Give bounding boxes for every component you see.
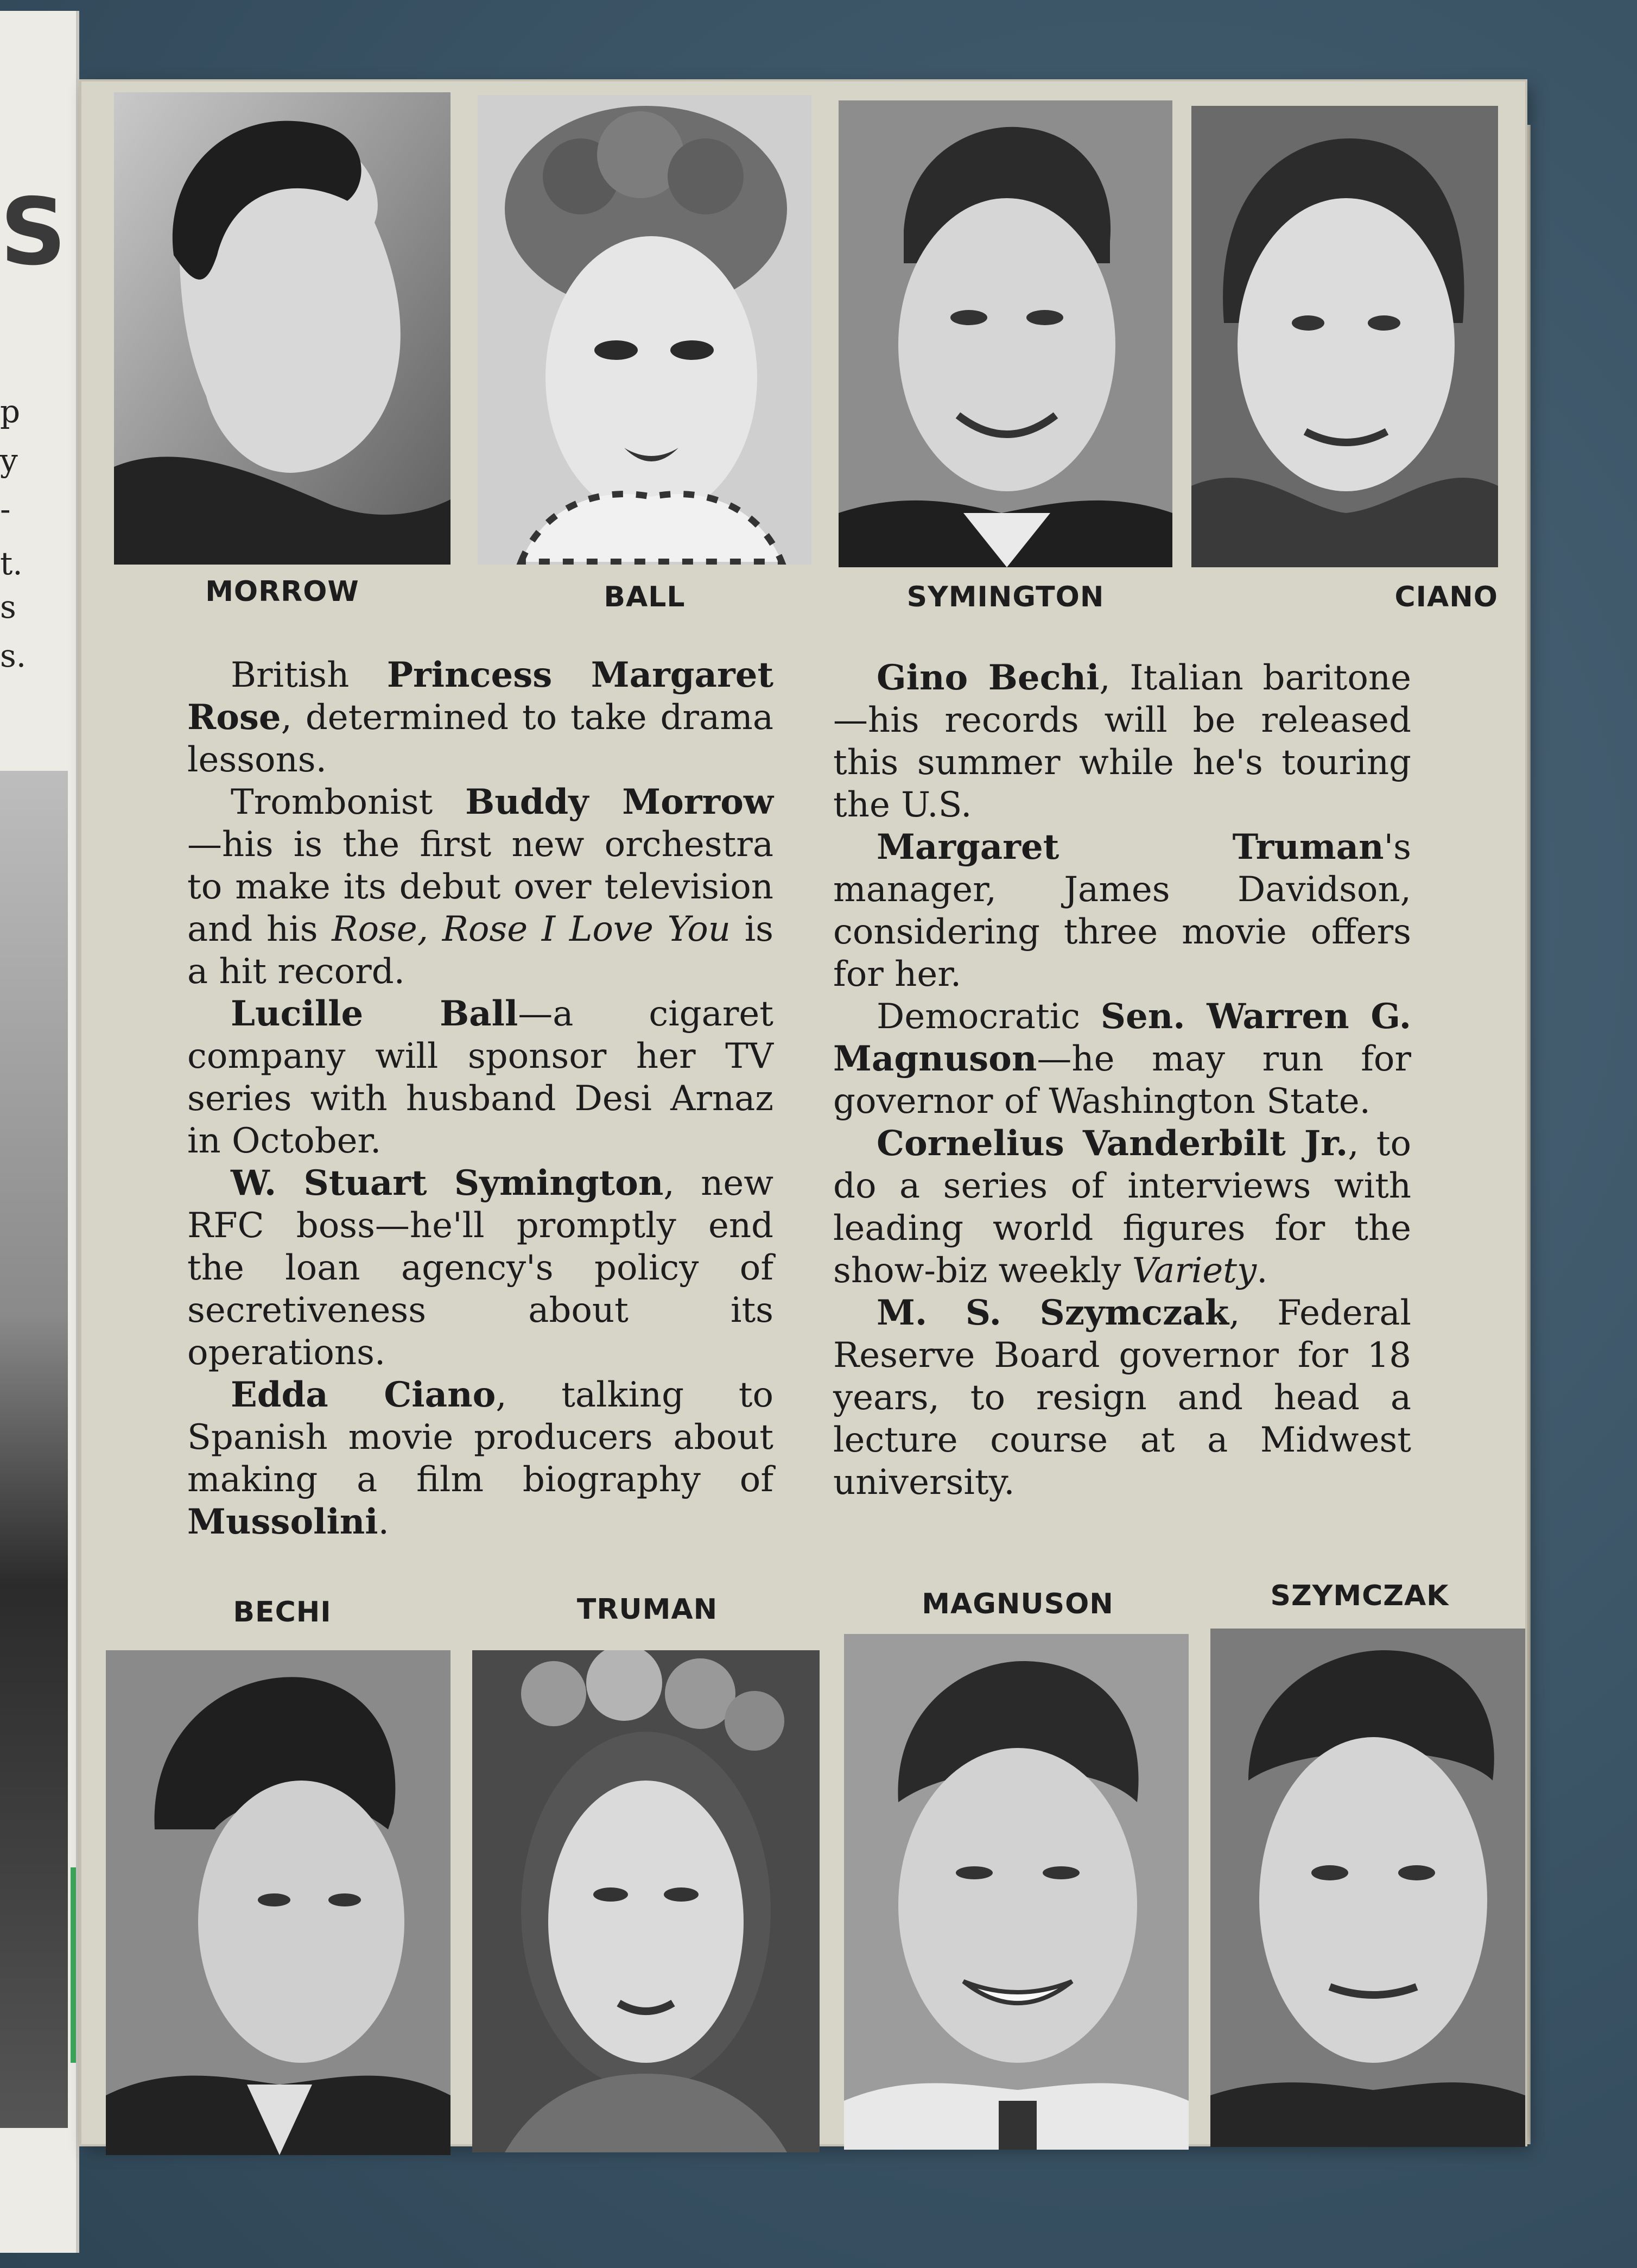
caption-truman: TRUMAN [576,1593,718,1626]
news-item: Lucille Ball—a cigaret company will sponsor her TV series with husband Desi Arnaz in October. [187,993,773,1161]
left-page-fragment: p [0,393,21,430]
photo-ciano [1191,106,1498,567]
left-page-fragment: s [0,588,16,625]
news-item: Edda Ciano, talking to Spanish movie producers about making a film biography of Mussolini. [187,1374,774,1542]
caption-szymczak: SZYMCZAK [1270,1580,1449,1612]
photo-bechi [106,1650,451,2155]
caption-magnuson: MAGNUSON [922,1588,1114,1620]
photo-ball [478,95,811,565]
news-item: British Princess Margaret Rose, determined to take drama lessons. [187,655,773,780]
left-page-photo [0,771,68,2128]
photo-truman [472,1650,820,2152]
portrait-woman-fur-icon [1191,106,1498,567]
news-item: Margaret Truman's manager, James Davidson, considering three movie offers for her. [833,827,1411,994]
photo-szymczak [1210,1629,1525,2147]
caption-morrow: MORROW [205,575,359,608]
news-item: Trombonist Buddy Morrow —his is the first new orchestra to make its debut over television and his Rose, Rose I Love You is a hit record. [187,782,773,992]
portrait-man-grinning-icon [844,1634,1189,2150]
photo-morrow [114,92,451,565]
left-page-fragment: y [0,442,18,479]
right-text-column [833,657,1411,1504]
portrait-woman-flowers-icon [472,1650,820,2152]
portrait-man-profile-icon [114,92,451,565]
left-text-column [187,654,773,1543]
left-page-fragment: t. [0,545,23,582]
photo-symington [839,100,1172,567]
caption-ciano: CIANO [1394,581,1498,613]
caption-ball: BALL [604,581,686,613]
portrait-man-smiling-icon [839,100,1172,567]
news-item: M. S. Szymczak, Federal Reserve Board governor for 18 years, to resign and head a lecture course at a Midwest university. [833,1293,1412,1503]
portrait-man-older-icon [1210,1629,1525,2147]
left-page-edge [0,11,79,2253]
left-page-fragment: S [0,179,67,286]
news-item: Cornelius Vanderbilt Jr., to do a series of interviews with leading world figures for the show-biz weekly Variety. [833,1123,1412,1291]
left-page-fragment: s. [0,637,27,674]
left-page-fragment: - [0,491,11,528]
news-item: W. Stuart Symington, new RFC boss—he'll promptly end the loan agency's policy of secretiveness about its operations. [187,1163,774,1373]
news-item: Democratic Sen. Warren G. Magnuson—he may run for governor of Washington State. [833,996,1412,1122]
portrait-woman-curls-icon [478,95,811,565]
caption-symington: SYMINGTON [906,581,1105,613]
photo-magnuson [844,1634,1189,2150]
portrait-man-dark-hair-icon [106,1650,451,2155]
news-item: Gino Bechi, Italian baritone—his records will be released this summer while he's touring the U.S. [833,657,1412,825]
page-tab-marker [71,1867,76,2063]
caption-bechi: BECHI [233,1596,332,1629]
